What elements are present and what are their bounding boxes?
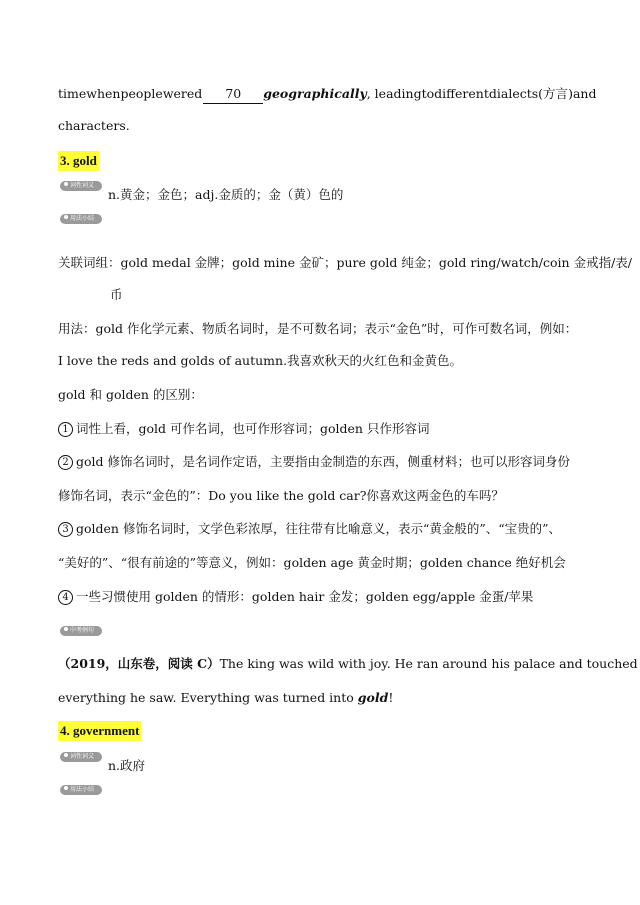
entry-heading-gold: 3. gold [58,151,99,171]
word: when [86,86,121,101]
difference-point-2: 2 gold 修饰名词时，是名词作定语，主要指由金制造的东西，侧重材料；也可以形容词身份 [58,453,584,471]
exam-example-badge: 中考例句 [60,626,102,636]
difference-point-2-cont: 修饰名词，表示“金色的”：Do you like the gold car?你喜欢这两金色的车吗？ [58,488,504,503]
difference-title: gold 和 golden 的区别： [58,387,203,402]
badge-dot-icon [64,753,68,757]
word: people [120,86,163,101]
exam-example-line-2: everything he saw. Everything was turned into gold! [58,690,394,705]
badge-dot-icon [64,786,68,790]
word: and [572,86,597,101]
circled-number: 2 [58,455,73,470]
circled-number: 3 [58,522,73,537]
gold-definition: n.黄金；金色；adj.金质的；金（黄）色的 [108,187,344,202]
fill-blank: d 70 [194,85,263,104]
difference-point-3-cont: “美好的”、“很有前途的”等意义，例如：golden age 黄金时期；golden chance 绝好机会 [58,555,566,570]
word: dialects(方言 [488,86,569,101]
difference-point-1: 1 词性上看，gold 可作名词，也可作形容词；golden 只作形容词 [58,420,584,438]
usage-example: I love the reds and golds of autumn.我喜欢秋天的火红色和金黄色。 [58,353,463,368]
word: , leading [366,86,422,101]
usage-summary-badge: 用法小结 [60,785,102,795]
badge-dot-icon [64,215,68,219]
usage-note: 用法：gold 作化学元素、物质名词时，是不可数名词；表示“金色”时，可作可数名词，例如： [58,321,578,336]
keyword-gold: gold [357,690,389,705]
badge-dot-icon [64,627,68,631]
usage-summary-badge: 用法小结 [60,214,102,224]
circled-number: 1 [58,422,73,437]
difference-point-3: 3 golden 修饰名词时，文学色彩浓厚，往往带有比喻意义，表示“黄金般的”、“宝贵的”、 [58,520,584,538]
government-definition: n.政府 [108,758,146,773]
continued-sentence-line [58,85,597,104]
part-of-speech-badge: 词性词义 [60,181,102,191]
exam-example-line-1: （2019，山东卷，阅读 C）The king was wild with joy. He ran around his palace and touched [58,656,638,671]
related-phrases: 关联词组：gold medal 金牌；gold mine 金矿；pure gold 纯金；gold ring/watch/coin 金戒指/表/ [58,255,632,270]
word: ) [568,86,573,101]
difference-point-4: 4 一些习惯使用 golden 的情形：golden hair 金发；golden egg/apple 金蛋/苹果 [58,588,584,606]
word: time [58,86,87,101]
related-phrases-cont: 币 [110,287,123,302]
circled-number: 4 [58,590,73,605]
exam-source: （2019，山东卷，阅读 C） [58,656,220,671]
blank-answer: 70 [203,85,263,104]
word: different [434,86,489,101]
word: to [421,86,435,101]
entry-heading-government: 4. government [58,721,141,741]
part-of-speech-badge: 词性词义 [60,752,102,762]
word: were [162,86,195,101]
badge-dot-icon [64,182,68,186]
continued-sentence-end: characters. [58,118,130,133]
keyword-geographically: geographically [263,86,367,101]
